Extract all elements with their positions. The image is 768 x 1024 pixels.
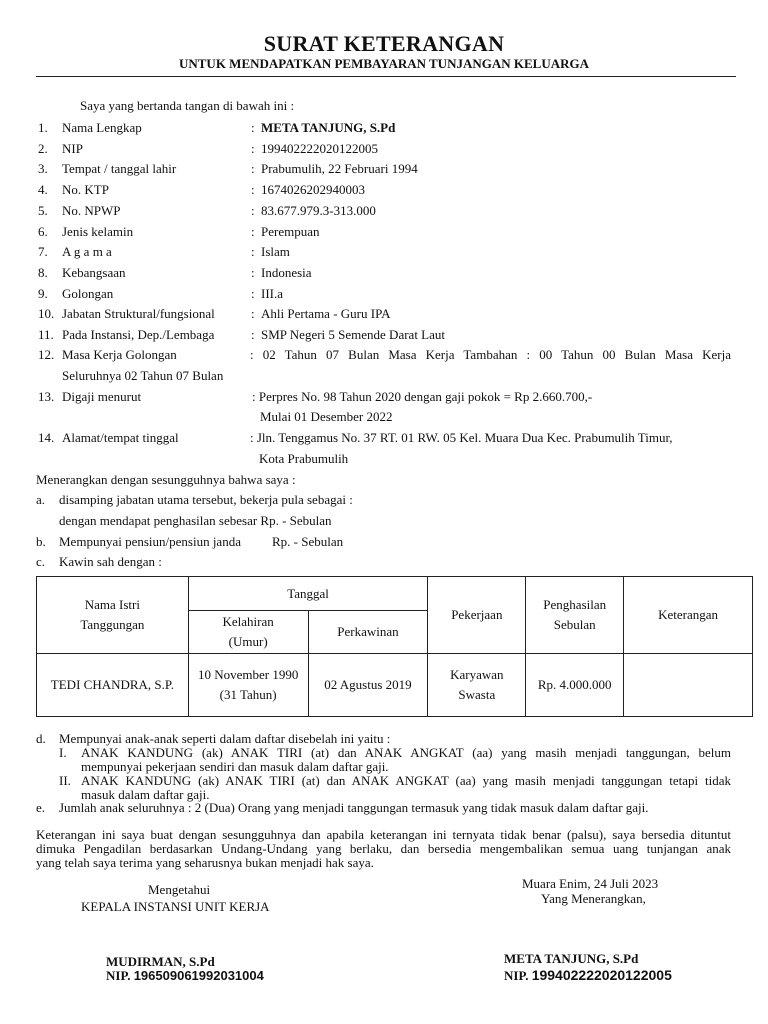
item-colon: :	[251, 327, 255, 342]
item-colon: :	[251, 120, 255, 135]
point-a-income: dengan mendapat penghasilan sebesar Rp. - Sebulan	[59, 513, 332, 528]
nip-label: NIP.	[106, 968, 131, 983]
point-letter: b.	[36, 534, 46, 549]
item-label: No. NPWP	[62, 203, 121, 218]
table-header-text: (Umur)	[228, 634, 268, 649]
item-number: 4.	[38, 182, 48, 197]
nip-value: 199402222020122005	[531, 967, 672, 983]
document-title: SURAT KETERANGAN	[263, 31, 505, 56]
item-value: SMP Negeri 5 Semende Darat Laut	[261, 327, 445, 342]
table-cell-keterangan	[624, 654, 753, 717]
table-header-tanggal: Tanggal	[188, 577, 428, 611]
item-value: 199402222020122005	[261, 141, 378, 156]
item-value: Prabumulih, 22 Februari 1994	[261, 161, 418, 176]
intro-text: Saya yang bertanda tangan di bawah ini :	[80, 98, 295, 113]
item-label: Kebangsaan	[62, 265, 126, 280]
point-ii-text-continuation: masuk dalam daftar gaji.	[81, 787, 210, 802]
item-colon: :	[251, 203, 255, 218]
item-value: Islam	[261, 244, 290, 259]
item-colon: :	[251, 306, 255, 321]
item-label: Masa Kerja Golongan	[62, 347, 177, 362]
item-colon: :	[251, 161, 255, 176]
item-label: Golongan	[62, 286, 114, 301]
table-cell-pekerjaan	[428, 654, 526, 717]
table-cell-perkawinan: 02 Agustus 2019	[308, 654, 428, 717]
item-number: 5.	[38, 203, 48, 218]
document-subtitle: UNTUK MENDAPATKAN PEMBAYARAN TUNJANGAN KELUARGA	[178, 56, 589, 71]
table-header-text: Penghasilan	[543, 597, 607, 612]
item-value: Indonesia	[261, 265, 312, 280]
item-label: Tempat / tanggal lahir	[62, 161, 177, 176]
left-signer-title: KEPALA INSTANSI UNIT KERJA	[81, 899, 270, 914]
point-letter: e.	[36, 800, 46, 815]
point-i-text: ANAK KANDUNG (ak) ANAK TIRI (at) dan ANAK ANGKAT (aa) yang masih menjadi tanggungan, belum	[81, 745, 731, 760]
roman-numeral: I.	[59, 745, 67, 760]
item-value-continuation: Kota Prabumulih	[259, 451, 349, 466]
table-cell-text: (31 Tahun)	[219, 687, 277, 702]
item-number: 13.	[38, 389, 55, 404]
item-colon: :	[251, 244, 255, 259]
item-label: Jenis kelamin	[62, 224, 134, 239]
point-letter: d.	[36, 731, 46, 746]
point-letter: c.	[36, 554, 46, 569]
item-value: Perempuan	[261, 224, 320, 239]
item-value: : Jln. Tenggamus No. 37 RT. 01 RW. 05 Kel. Muara Dua Kec. Prabumulih Timur,	[250, 430, 673, 445]
table-cell-text: 10 November 1990	[197, 667, 299, 682]
item-value: III.a	[261, 286, 284, 301]
item-number: 6.	[38, 224, 48, 239]
table-header-perkawinan: Perkawinan	[308, 611, 428, 654]
item-colon: :	[251, 286, 255, 301]
item-label: Jabatan Struktural/fungsional	[62, 306, 215, 321]
table-cell-text: Karyawan	[450, 667, 504, 682]
table-header-text: Nama Istri	[84, 597, 140, 612]
point-letter: a.	[36, 492, 46, 507]
table-header-nama	[37, 577, 189, 654]
roman-numeral: II.	[59, 773, 71, 788]
table-header-text: Kelahiran	[222, 614, 274, 629]
right-signer-name: META TANJUNG, S.Pd	[504, 951, 639, 966]
item-colon: :	[251, 265, 255, 280]
left-signer-label: Mengetahui	[148, 882, 211, 897]
item-label: Nama Lengkap	[62, 120, 142, 135]
point-e-text: Jumlah anak seluruhnya : 2 (Dua) Orang yang menjadi tanggungan termasuk yang tidak masuk dalam daftar gaji.	[59, 800, 649, 815]
item-value: : 02 Tahun 07 Bulan Masa Kerja Tambahan : 00 Tahun 00 Bulan Masa Kerja	[250, 347, 731, 362]
item-label: No. KTP	[62, 182, 109, 197]
left-signer-name: MUDIRMAN, S.Pd	[106, 954, 215, 969]
table-row	[37, 654, 753, 717]
header-divider	[36, 76, 736, 77]
place-date: Muara Enim, 24 Juli 2023	[522, 876, 659, 891]
table-header-penghasilan	[526, 577, 624, 654]
item-value: : Perpres No. 98 Tahun 2020 dengan gaji pokok = Rp 2.660.700,-	[252, 389, 593, 404]
point-i-text-continuation: mempunyai pekerjaan sendiri dan masuk dalam daftar gaji.	[81, 759, 389, 774]
right-signer-nip	[504, 967, 672, 984]
item-number: 8.	[38, 265, 48, 280]
declaration-lead: Menerangkan dengan sesungguhnya bahwa saya :	[36, 472, 296, 487]
point-ii-text: ANAK KANDUNG (ak) ANAK TIRI (at) dan ANAK ANGKAT (aa) yang masih menjadi tanggungan tetapi tidak	[81, 773, 731, 788]
closing-line: dimuka Pengadilan berdasarkan Undang-Undang yang berlaku, dan bersedia mengembalikan semua uang tunjangan anak	[36, 841, 731, 856]
item-number: 14.	[38, 430, 55, 445]
item-value: META TANJUNG, S.Pd	[261, 120, 396, 135]
item-number: 11.	[38, 327, 54, 342]
point-d-text: Mempunyai anak-anak seperti dalam daftar disebelah ini yaitu :	[59, 731, 391, 746]
point-b-text: Mempunyai pensiun/pensiun janda	[59, 534, 241, 549]
item-value-continuation: Seluruhnya 02 Tahun 07 Bulan	[62, 368, 224, 383]
item-label: A g a m a	[62, 244, 112, 259]
left-signer-nip	[106, 968, 264, 984]
item-number: 3.	[38, 161, 48, 176]
table-cell-nama: TEDI CHANDRA, S.P.	[37, 654, 189, 717]
point-c-text: Kawin sah dengan :	[59, 554, 162, 569]
closing-line: Keterangan ini saya buat dengan sesungguhnya dan apabila keterangan ini ternyata tidak benar (palsu), saya bersedia dituntut	[36, 827, 731, 842]
item-number: 1.	[38, 120, 48, 135]
table-header-pekerjaan: Pekerjaan	[428, 577, 526, 654]
table-cell-kelahiran	[188, 654, 308, 717]
item-value: 1674026202940003	[261, 182, 365, 197]
item-label: Digaji menurut	[62, 389, 142, 404]
right-signer-title: Yang Menerangkan,	[541, 891, 646, 906]
point-b-amount: Rp. - Sebulan	[272, 534, 344, 549]
item-label: Alamat/tempat tinggal	[62, 430, 179, 445]
item-number: 7.	[38, 244, 48, 259]
item-label: Pada Instansi, Dep./Lembaga	[62, 327, 215, 342]
item-label: NIP	[62, 141, 83, 156]
item-colon: :	[251, 224, 255, 239]
item-number: 9.	[38, 286, 48, 301]
table-cell-text: Swasta	[458, 687, 496, 702]
nip-label: NIP.	[504, 968, 529, 983]
nip-value: 196509061992031004	[133, 968, 264, 983]
item-colon: :	[251, 182, 255, 197]
item-colon: :	[251, 141, 255, 156]
item-number: 2.	[38, 141, 48, 156]
item-number: 10.	[38, 306, 55, 321]
spouse-table	[36, 576, 753, 717]
table-header-text: Tanggungan	[80, 617, 145, 632]
closing-line: yang telah saya terima yang seharusnya bukan menjadi hak saya.	[36, 855, 374, 870]
table-header-text: Sebulan	[553, 617, 596, 632]
item-number: 12.	[38, 347, 55, 362]
table-header-kelahiran	[188, 611, 308, 654]
item-value: 83.677.979.3-313.000	[261, 203, 376, 218]
item-value: Ahli Pertama - Guru IPA	[261, 306, 391, 321]
point-a-text: disamping jabatan utama tersebut, bekerja pula sebagai :	[59, 492, 353, 507]
table-header-keterangan: Keterangan	[624, 577, 753, 654]
item-value-continuation: Mulai 01 Desember 2022	[260, 409, 393, 424]
table-cell-penghasilan: Rp. 4.000.000	[526, 654, 624, 717]
